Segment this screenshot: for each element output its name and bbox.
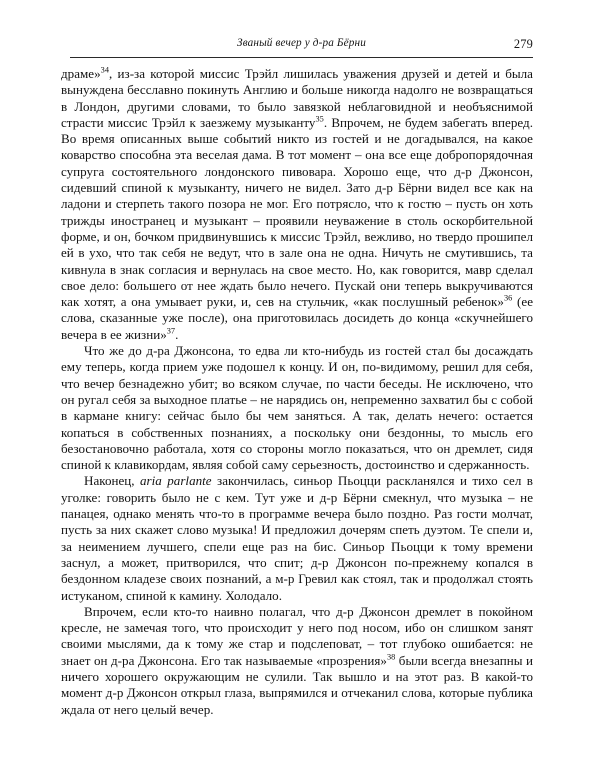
running-head-title: Званый вечер у д-ра Бёрни [237,37,366,49]
text-run: . Впрочем, не будем забегать вперед. Во время описанных выше событий никто из гостей и не догадывался, на какое коварство способна эта веселая дама. В тот момент – она все еще добропорядочная супруга состоятельного лондонского пивовара. Хорошо еще, что д-р Джонсон, сидевший спиной к музыканту, ничего не видел. Зато д-р Бёрни видел все как на ладони и стерпеть такого позора не мог. Его потрясло, что к гостю – пусть он хоть трижды иностранец и музыкант – проявили неуважение в столь оскорбительной форме, и он, бочком придвинувшись к миссис Трэйл, вежливо, но твердо прошипел ей в ухо, что так себя не ведут, что в зале она не одна. Ничуть не смутившись, та кивнула в знак согласия и вернулась на свое место. Но, как говорится, мавр сделал свое дело: большего от нее ждать было нечего. Пускай они теперь выкручиваются как хотят, а она умывает руки, и, сев на стульчик, «как послушный ребенок» [61,114,533,310]
running-header [70,37,533,53]
footnote-reference[interactable]: 37 [166,326,176,336]
text-block [61,66,533,718]
footnote-reference[interactable]: 36 [503,293,513,303]
paragraph [61,66,533,343]
text-run: Впрочем, если кто-то наивно полагал, что д-р Джонсон дремлет в покойном кресле, не замечая того, что происходит у него под носом, ибо он слишком занят своими мыслями, да к тому же стар и подслеповат, – тот глубоко ошибается: не знает он д-ра Джонсона. Его так называемые «прозрения» [61,603,533,668]
text-run: . [175,326,179,342]
text-run: , из-за которой миссис Трэйл лишилась уважения друзей и детей и была вынуждена бесславно покинуть Англию и больше никогда надолго не возвращаться в Лондон, другими словами, то было завязкой неблаговидной и необъяснимой страсти миссис Трэйл к заезжему музыканту [61,66,533,130]
text-run: закончилась, синьор Пьоцци раскланялся и тихо сел в уголке: говорить было не с кем. Тут уже и д-р Бёрни смекнул, что музыка – не панацея, однако менять что-то в программе вечера было поздно. Раз гости молчат, пусть за них скажет слово музыка! И предложил дочерям спеть дуэтом. Те спели и, за неимением лучшего, спели еще раз на бис. Синьор Пьоцци к тому времени заснул, а может, притворился, что спит; д-р Джонсон по-прежнему копался в бездонном кладезе своих познаний, а м-р Гревил как стоял, так и продолжал стоять истуканом, спиной к камину. Холодало. [61,473,533,603]
footnote-reference[interactable]: 38 [386,652,396,662]
footnote-reference[interactable]: 35 [315,114,324,124]
page-number: 279 [513,37,533,51]
italic-phrase: aria parlante [140,473,212,489]
paragraph [61,343,533,473]
paragraph [61,473,533,603]
header-rule [70,57,533,58]
text-run: (ее слова, сказанные уже после), она приготовилась досидеть до конца «скучнейшего вечера в ее жизни» [61,294,533,342]
text-run: были всегда внезапны и ничего хорошего окружающим не сулили. Так вышло и на этот раз. В какой-то момент д-р Джонсон открыл глаза, выпрямился и отчеканил слова, которые публика ждала от него целый вечер. [61,652,534,717]
text-run: Что же до д-ра Джонсона, то едва ли кто-нибудь из гостей стал бы досаждать ему теперь, когда прием уже подошел к концу. И он, по-видимому, решил для себя, что вечер безнадежно убит; во всяком случае, по части беседы. Не исключено, что он ругал себя за выходное платье – не нарядись он, непременно захватил бы с собой в кармане книгу: сейчас было бы чем заняться. А так, делать нечего: остается копаться в собственных познаниях, а поскольку они бездонны, то мысль его безостановочно работала, хотя со стороны могло показаться, что он дремлет, сидя спиной к клавикордам, являя собой саму серьезность, достоинство и сдержанность. [61,343,533,473]
text-run: драме» [61,66,101,81]
footnote-reference[interactable]: 34 [100,65,109,75]
paragraph [61,604,533,718]
text-run: Наконец, [84,473,140,489]
